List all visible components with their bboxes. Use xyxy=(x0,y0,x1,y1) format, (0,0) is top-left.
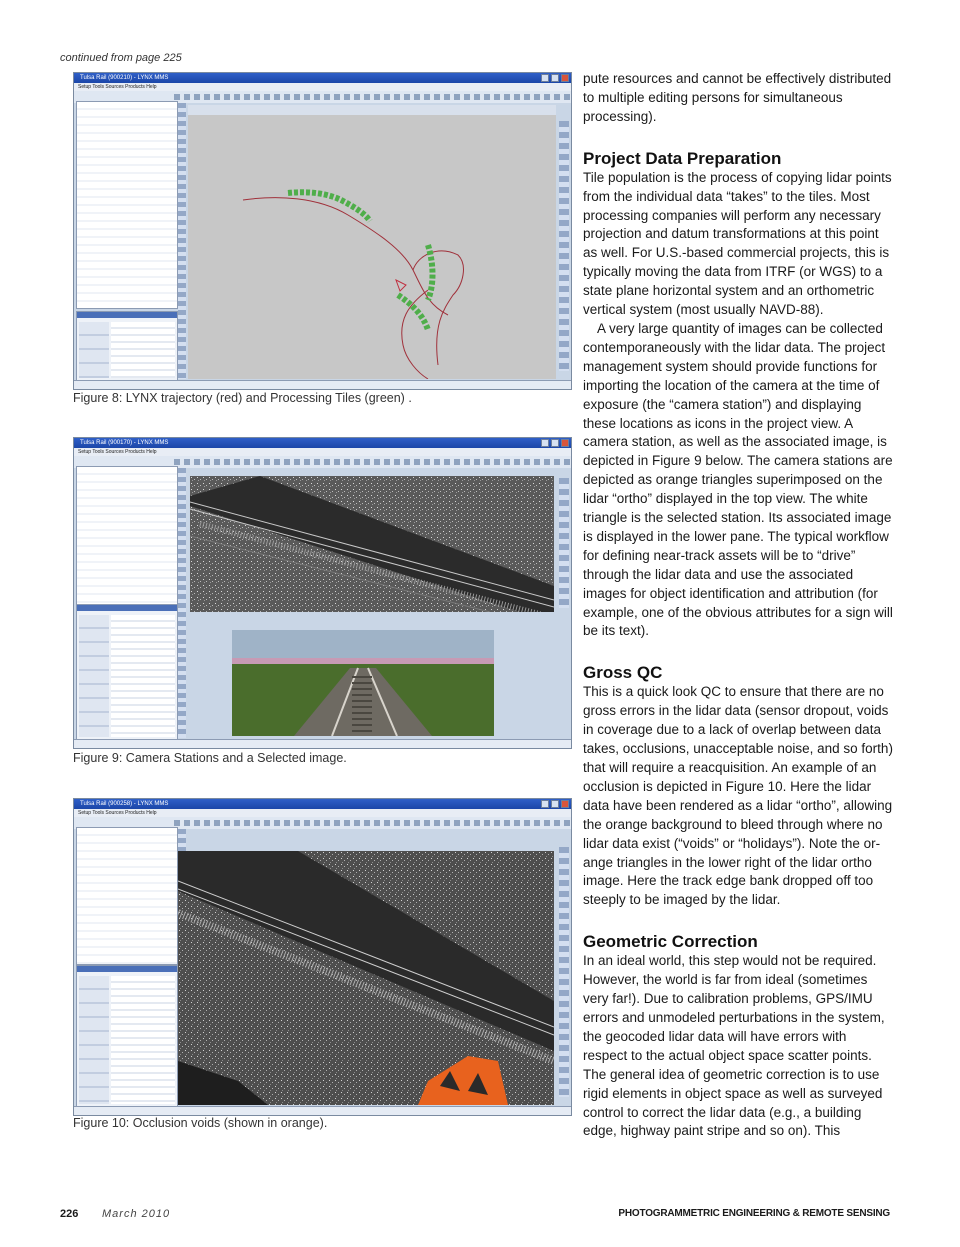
page-number: 226 xyxy=(60,1208,79,1220)
journal-name: PHOTOGRAMMETRIC ENGINEERING & REMOTE SENSING xyxy=(618,1208,890,1219)
geometric-correction-paragraph: In an ideal world, this step would not be required. However, the world is far from ideal (sometimes very far!). Due to calibration problems, GPS/IMU errors and unmodeled perturbations in the system, the geocoded lidar data will have errors with respect to the actual object space scatter points. The general idea of geometric correction is to use rigid elements in object space as well as surveyed control to correct the lidar data (e.g., a building edge, highway paint stripe and so on). This xyxy=(583,953,885,1139)
properties-panel xyxy=(76,604,178,740)
gross-qc-paragraph: This is a quick look QC to ensure that there are no gross errors in the lidar data (sensor dropout, voids in coverage due to a lack of overlap between data takes, occlusions, unacceptable noise, and so forth) that will require a reacquisition. An example of an occlusion is depicted in Figure 10. Here the lidar data have been rendered as a lidar “ortho”, allowing the orange background to bleed through where no lidar data exist (“voids” or “holidays”). Note the orange triangles in the lower right of the lidar ortho image. Here the track edge bank dropped off too steeply to be imaged by the lidar. xyxy=(583,684,893,908)
menu-bar: Setup Tools Sources Products Help xyxy=(74,448,571,456)
right-toolbar xyxy=(559,121,569,371)
status-bar xyxy=(74,1106,571,1115)
figure-8-screenshot xyxy=(73,72,572,390)
status-bar xyxy=(74,380,571,389)
geometric-correction-heading: Geometric Correction xyxy=(583,932,758,952)
figure-9-screenshot xyxy=(73,437,572,749)
figure-8-caption: Figure 8: LYNX trajectory (red) and Processing Tiles (green) . xyxy=(73,391,412,405)
minimize-icon xyxy=(541,74,549,82)
camera-image-view xyxy=(232,630,494,736)
lidar-ortho-view xyxy=(178,851,554,1105)
side-toolbar xyxy=(178,103,186,379)
layer-list xyxy=(76,101,178,309)
properties-panel xyxy=(76,965,178,1107)
figure-10-caption: Figure 10: Occlusion voids (shown in orange). xyxy=(73,1116,328,1130)
maximize-icon xyxy=(551,74,559,82)
window-title: Tulsa Rail (900210) - LYNX MMS xyxy=(74,73,571,83)
map-canvas xyxy=(188,105,556,379)
right-toolbar xyxy=(559,847,569,1097)
lidar-ortho-view xyxy=(190,476,554,612)
issue-date: March 2010 xyxy=(102,1208,171,1220)
window-title: Tulsa Rail (900258) - LYNX MMS xyxy=(74,799,571,809)
close-icon xyxy=(561,439,569,447)
properties-panel xyxy=(76,311,178,381)
project-data-preparation-heading: Project Data Preparation xyxy=(583,148,782,168)
maximize-icon xyxy=(551,439,559,447)
figure-10-screenshot xyxy=(73,798,572,1116)
continued-from-note: continued from page 225 xyxy=(60,52,182,64)
window-title: Tulsa Rail (900170) - LYNX MMS xyxy=(74,438,571,448)
side-toolbar xyxy=(178,468,186,738)
intro-paragraph: pute resources and cannot be effectively distributed to multiple editing persons for simultaneous processing). xyxy=(583,71,892,124)
project-paragraph-1: Tile population is the process of copying lidar points from the individual data “takes” to the tiles. Most processing companies will perform any necessary projection and datum transformations at this point as well. For U.S.-based commercial projects, this is typically moving the data from ITRF (or WGS) to a state plane horizontal system and an orthometric vertical system (most usually NAVD-88). xyxy=(583,169,892,318)
menu-bar: Setup Tools Sources Products Help xyxy=(74,83,571,91)
status-bar xyxy=(74,739,571,748)
menu-bar: Setup Tools Sources Products Help xyxy=(74,809,571,817)
gross-qc-heading: Gross QC xyxy=(583,663,663,683)
maximize-icon xyxy=(551,800,559,808)
figure-9-caption: Figure 9: Camera Stations and a Selected image. xyxy=(73,751,347,765)
minimize-icon xyxy=(541,800,549,808)
article-text-column xyxy=(583,70,893,1141)
right-toolbar xyxy=(559,478,569,608)
close-icon xyxy=(561,800,569,808)
project-paragraph-2: A very large quantity of images can be collected contemporaneously with the lidar data. The project management system should provide functions for importing the location of the camera at the time of exposure (the “camera station”) and displaying these locations as icons in the project view. A camera station, as well as the associated image, is depicted in Figure 9 below. The camera stations are depicted as orange triangles superimposed on the lidar “ortho” displayed in the top view. The white triangle is the selected station. Its associated image is displayed in the lower pane. The typical workflow for defining near-track assets will be to “drive” through the lidar data and use the associated images for object identification and attribution (for example, one of the obvious attributes for a sign will be its text). xyxy=(583,320,893,639)
minimize-icon xyxy=(541,439,549,447)
layer-list xyxy=(76,827,178,965)
close-icon xyxy=(561,74,569,82)
